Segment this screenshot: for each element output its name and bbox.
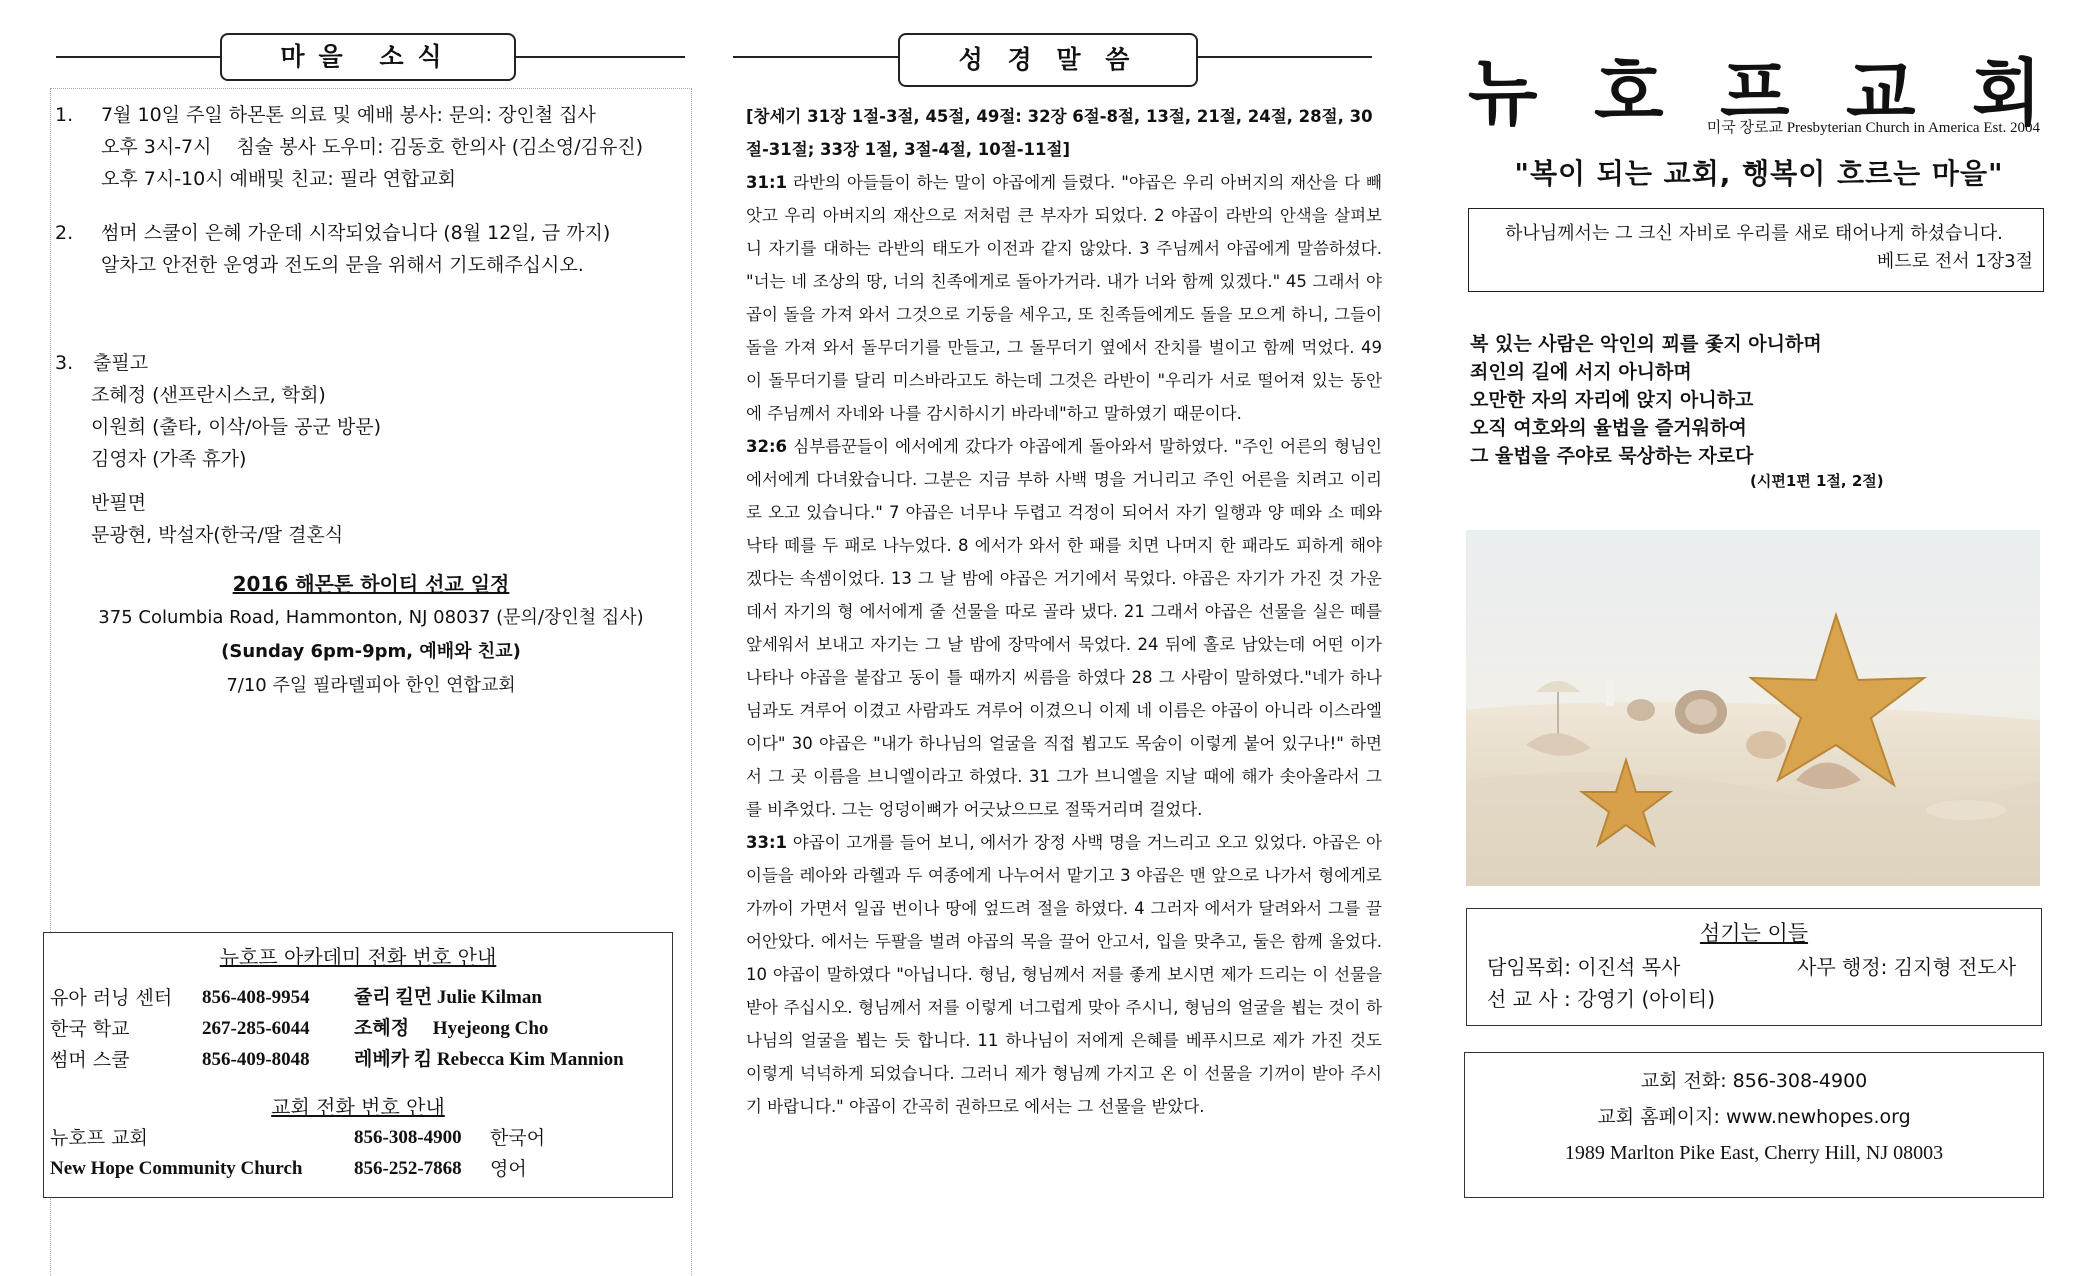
news-line: 김영자 (가족 휴가) <box>91 448 247 470</box>
church-address: 1989 Marlton Pike East, Cherry Hill, NJ 08003 <box>1564 1142 1944 1164</box>
church-phone-row <box>50 1154 670 1184</box>
church-phone-number: 856-308-4900 <box>354 1127 462 1148</box>
academy-row <box>50 1045 670 1075</box>
academy-name: 유아 러닝 센터 <box>50 987 173 1009</box>
denomination: 미국 장로교 Presbyterian Church in America Est. 2004 <box>1706 120 2040 136</box>
academy-phone-box <box>43 932 673 1198</box>
news-item-3 <box>51 347 691 551</box>
scripture-passage <box>746 826 1382 1123</box>
academy-phone: 856-408-9954 <box>202 987 310 1008</box>
church-website: 교회 홈페이지: www.newhopes.org <box>1597 1106 1911 1128</box>
church-name-char: 뉴 <box>1468 51 1538 135</box>
academy-contact: 쥴리 킬먼 Julie Kilman <box>354 987 542 1008</box>
news-line: 조혜정 (샌프란시스코, 학회) <box>91 384 326 406</box>
verse-box <box>1468 208 2044 292</box>
news-header: 마을 소식 <box>220 33 516 81</box>
church-phone-name: 뉴호프 교회 <box>50 1127 148 1149</box>
news-line: 문광현, 박설자(한국/딸 결혼식 <box>91 524 344 546</box>
scripture-header: 성 경 말 씀 <box>898 33 1198 87</box>
scripture-header-rule-left <box>733 56 899 58</box>
news-line: 7월 10일 주일 하몬톤 의료 및 예배 봉사: 문의: 장인철 집사 <box>101 104 596 126</box>
scripture-text <box>746 100 1382 1123</box>
beach-seashell-photo <box>1466 530 2040 886</box>
psalm-line: 오만한 자의 자리에 앉지 아니하고 <box>1470 389 1754 411</box>
church-name-char: 회 <box>1972 51 2042 135</box>
news-num: 1. <box>55 104 74 126</box>
psalm-line: 복 있는 사람은 악인의 꾀를 좇지 아니하며 <box>1470 333 1822 355</box>
academy-title: 뉴호프 아카데미 전화 번호 안내 <box>219 945 497 969</box>
church-phone-title: 교회 전화 번호 안내 <box>271 1095 445 1119</box>
verse-text: 심부름꾼들이 에서에게 갔다가 야곱에게 돌아와서 말하였다. "주인 어른의 형님인 에서에게 다녀왔습니다. 그분은 지금 부하 사백 명을 거니리고 주인 어른을 치려고 이리로 오고 있습니다." 7 야곱은 너무나 두렵고 걱정이 되어서 자기 일행과 양 떼와 소 떼와 낙타 떼를 두 패로 나누었다. 8 에서가 와서 한 패를 치면 나머지 한 패라도 피하게 해야겠다는 속셈이었다. 13 그 날 밤에 야곱은 거기에서 묵었다. 야곱은 자기가 가진 것 가운데서 자기의 형 에서에게 줄 선물을 따로 골라 냈다. 21 그래서 야곱은 선물을 실은 떼를 앞세워서 보내고 자기는 그 날 밤에 장막에서 묵었다. 24 뒤에 홀로 남았는데 어떤 이가 나타나 야곱을 붙잡고 동이 틀 때까지 씨름을 하였다 28 그 사람이 말하였다."네가 하나님과도 겨루어 이겼고 사람과도 겨루어 이겼으니 이제 네 이름은 야곱이 아니라 이스라엘이다" 30 야곱은 "내가 하나님의 얼굴을 직접 뵙고도 목숨이 이렇게 붙어 있구나!" 하면서 그 곳 이름을 브니엘이라고 하였다. 31 그가 브니엘을 지날 때에 해가 솟아올라서 그를 비추었다. 그는 엉덩이뼈가 어긋났으므로 절뚝거리며 걸었다. <box>746 437 1382 819</box>
news-item-2 <box>51 217 691 281</box>
servers-title: 섬기는 이들 <box>1699 921 1809 945</box>
church-name-char: 호 <box>1594 51 1664 135</box>
news-line: 오후 7시-10시 예배및 친교: 필라 연합교회 <box>101 168 457 190</box>
mission-address: 375 Columbia Road, Hammonton, NJ 08037 (문의/장인철 집사) <box>98 607 644 628</box>
beach-illustration <box>1466 530 2040 886</box>
mission-schedule <box>51 567 691 703</box>
academy-row <box>50 983 670 1013</box>
verse-ref: 31:1 <box>746 173 788 192</box>
church-name-char: 프 <box>1720 51 1790 135</box>
academy-contact: 레베카 킴 Rebecca Kim Mannion <box>354 1049 624 1070</box>
academy-name: 한국 학교 <box>50 1018 130 1040</box>
psalm-ref: (시편1편 1절, 2절) <box>1750 472 1884 490</box>
news-list <box>51 99 691 561</box>
news-num: 3. <box>55 352 74 374</box>
news-line: 썸머 스쿨이 은혜 가운데 시작되었습니다 (8월 12일, 금 까지) <box>101 222 611 244</box>
news-line: 이원희 (출타, 이삭/아들 공군 방문) <box>91 416 382 438</box>
church-phone-row <box>50 1123 670 1153</box>
servers-missionary: 선 교 사 : 강영기 (아이티) <box>1487 987 1716 1011</box>
servers-pastor: 담임목회: 이진석 목사 <box>1487 955 1681 979</box>
servers-admin: 사무 행정: 김지형 전도사 <box>1797 955 2017 979</box>
news-header-rule-right <box>513 56 685 58</box>
news-line: 알차고 안전한 운영과 전도의 문을 위해서 기도해주십시오. <box>101 254 584 276</box>
mission-time: (Sunday 6pm-9pm, 예배와 친교) <box>221 641 521 662</box>
news-num: 2. <box>55 222 74 244</box>
church-motto: "복이 되는 교회, 행복이 흐르는 마을" <box>1514 157 2004 190</box>
church-name-char: 교 <box>1846 51 1916 135</box>
academy-phone: 856-409-8048 <box>202 1049 310 1070</box>
mission-date: 7/10 주일 필라델피아 한인 연합교회 <box>226 675 516 696</box>
church-phone-lang: 영어 <box>490 1158 527 1180</box>
verse-ref: 33:1 <box>746 833 788 852</box>
scripture-passage <box>746 166 1382 430</box>
psalm-line: 오직 여호와의 율법을 즐거워하여 <box>1470 417 1747 439</box>
verse-text: 야곱이 고개를 들어 보니, 에서가 장정 사백 명을 거느리고 오고 있었다. 야곱은 아이들을 레아와 라헬과 두 여종에게 나누어서 맡기고 3 야곱은 맨 앞으로 나가서 형에게로 가까이 가면서 일곱 번이나 땅에 엎드려 절을 하였다. 4 그러자 에서가 달려와서 그를 끌어안았다. 에서는 두팔을 벌려 야곱의 목을 끌어 안고서, 입을 맞추고, 둘은 함께 울었다. 10 야곱이 말하였다 "아닙니다. 형님, 형님께서 저를 좋게 보시면 제가 드리는 이 선물을 받아 주십시오. 형님께서 저를 이렇게 너그럽게 맞아 주시니, 형님의 얼굴을 뵙는 것이 하나님의 얼굴을 뵙는 듯 합니다. 11 하나님이 저에게 은혜를 베푸시므로 제가 가진 것도 이렇게 넉넉하게 되었습니다. 그러니 제가 형님께 가지고 온 이 선물을 기꺼이 받아 주시기 바랍니다." 야곱이 간곡히 권하므로 에서는 그 선물을 받았다. <box>746 833 1383 1116</box>
servers-box <box>1466 908 2042 1026</box>
verse-text: 라반의 아들들이 하는 말이 야곱에게 들렸다. "야곱은 우리 아버지의 재산을 다 빼앗고 우리 아버지의 재산으로 저처럼 큰 부자가 되었다. 2 야곱이 라반의 안색을 살펴보니 자기를 대하는 라반의 태도가 이전과 같지 않았다. 3 주님께서 야곱에게 말씀하셨다. "너는 네 조상의 땅, 너의 친족에게로 돌아가거라. 내가 너와 함께 있겠다." 45 그래서 야곱이 돌을 가져 와서 그것으로 기둥을 세우고, 또 친족들에게도 돌을 모으게 하니, 그들이 돌을 가져 와서 돌무더기를 만들고, 그 돌무더기 옆에서 잔치를 벌이고 함께 먹었다. 49 이 돌무더기를 달리 미스바라고도 하는데 그것은 라반이 "우리가 서로 떨어져 있는 동안에 주님께서 자네와 나를 감시하시기 바라네"하고 말하였기 때문이다. <box>746 173 1382 423</box>
news-header-rule-left <box>56 56 221 58</box>
psalm-line: 죄인의 길에 서지 아니하며 <box>1470 361 1692 383</box>
church-phone-name: New Hope Community Church <box>50 1158 303 1179</box>
psalm-line: 그 율법을 주야로 묵상하는 자로다 <box>1470 445 1754 467</box>
psalm-text <box>1470 330 1890 470</box>
news-item-1 <box>51 99 691 195</box>
verse-text: 하나님께서는 그 크신 자비로 우리를 새로 태어나게 하셨습니다. <box>1505 223 2003 244</box>
news-line: 오후 3시-7시 침술 봉사 도우미: 김동호 한의사 (김소영/김유진) <box>101 136 644 158</box>
contact-box <box>1464 1052 2044 1198</box>
church-phone-number: 856-252-7868 <box>354 1158 462 1179</box>
academy-row <box>50 1014 670 1044</box>
news-line: 반필면 <box>91 492 147 514</box>
scripture-header-rule-right <box>1194 56 1372 58</box>
scripture-title: [창세기 31장 1절-3절, 45절, 49절: 32장 6절-8절, 13절, 21절, 24절, 28절, 30절-31절; 33장 1절, 3절-4절, 10절-11절] <box>746 107 1373 159</box>
verse-ref: 베드로 전서 1장3절 <box>1876 251 2033 272</box>
scripture-passage <box>746 430 1382 826</box>
church-phone: 교회 전화: 856-308-4900 <box>1640 1070 1868 1092</box>
church-phone-lang: 한국어 <box>490 1127 546 1149</box>
verse-ref: 32:6 <box>746 437 788 456</box>
academy-name: 썸머 스쿨 <box>50 1049 130 1071</box>
mission-title: 2016 해몬톤 하이티 선교 일정 <box>232 572 510 596</box>
news-line <box>91 475 691 487</box>
academy-phone: 267-285-6044 <box>202 1018 310 1039</box>
news-line: 출필고 <box>93 352 149 374</box>
academy-contact: 조혜정 Hyejeong Cho <box>354 1018 549 1039</box>
